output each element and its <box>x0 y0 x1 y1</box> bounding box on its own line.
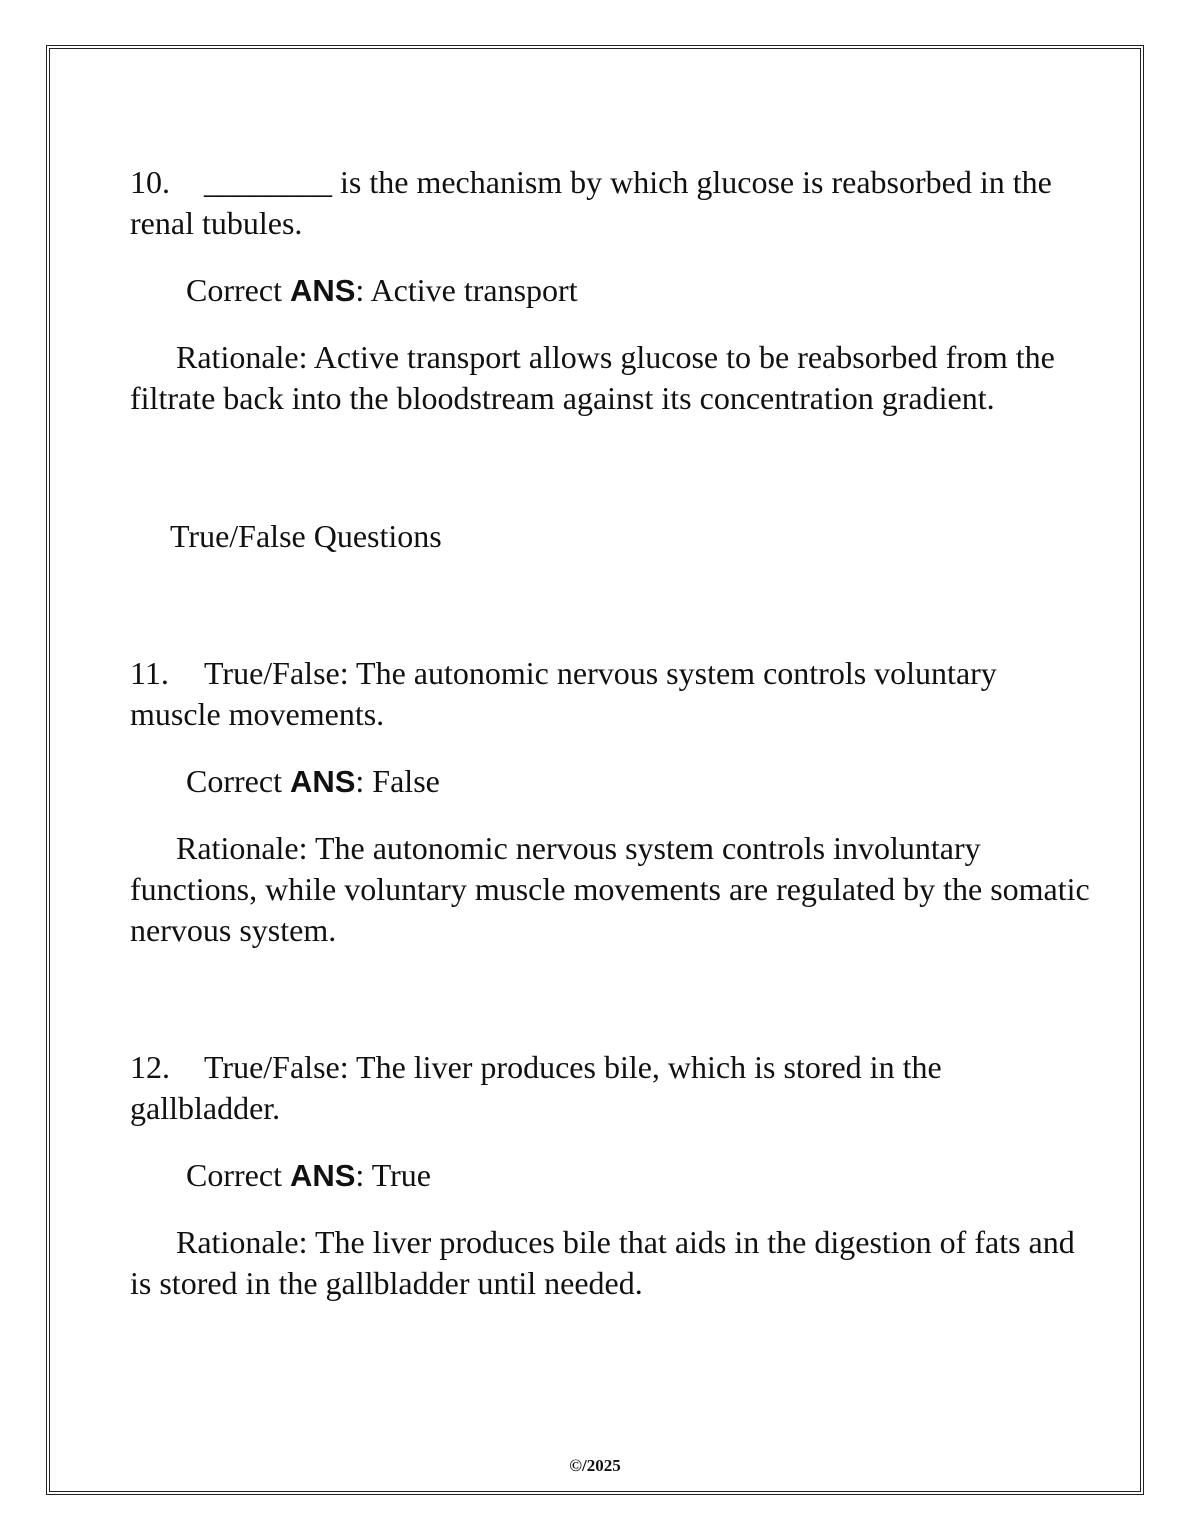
question-number: 12. <box>130 1049 170 1085</box>
answer-12 <box>186 1155 1090 1196</box>
answer-value: : False <box>355 763 440 799</box>
question-number: 11. <box>130 655 169 691</box>
answer-label: ANS <box>289 1158 356 1193</box>
answer-label: ANS <box>289 764 356 799</box>
answer-label: ANS <box>289 273 356 308</box>
question-10 <box>130 162 1090 244</box>
rationale-10: Rationale: Active transport allows glucose to be reabsorbed from the filtrate back into the bloodstream against its concentration gradient. <box>130 339 1055 416</box>
answer-10 <box>186 270 1090 311</box>
question-text: True/False: The autonomic nervous system controls voluntary muscle movements. <box>130 655 997 732</box>
answer-prefix: Correct <box>186 272 290 308</box>
question-number: 10. <box>130 164 170 200</box>
answer-prefix: Correct <box>186 763 290 799</box>
question-11 <box>130 653 1090 735</box>
section-heading: True/False Questions <box>170 518 442 554</box>
rationale-12: Rationale: The liver produces bile that aids in the digestion of fats and is stored in the gallbladder until needed. <box>130 1224 1075 1301</box>
answer-value: : Active transport <box>355 272 578 308</box>
document-body <box>130 162 1090 1304</box>
answer-prefix: Correct <box>186 1157 290 1193</box>
rationale-11: Rationale: The autonomic nervous system controls involuntary functions, while voluntary muscle movements are regulated by the somatic nervous system. <box>130 830 1090 948</box>
question-12 <box>130 1047 1090 1129</box>
question-text: True/False: The liver produces bile, which is stored in the gallbladder. <box>130 1049 942 1126</box>
footer-copyright: ©/2025 <box>569 1456 621 1475</box>
question-text: ________ is the mechanism by which glucose is reabsorbed in the renal tubules. <box>130 164 1052 241</box>
answer-value: : True <box>355 1157 431 1193</box>
answer-11 <box>186 761 1090 802</box>
